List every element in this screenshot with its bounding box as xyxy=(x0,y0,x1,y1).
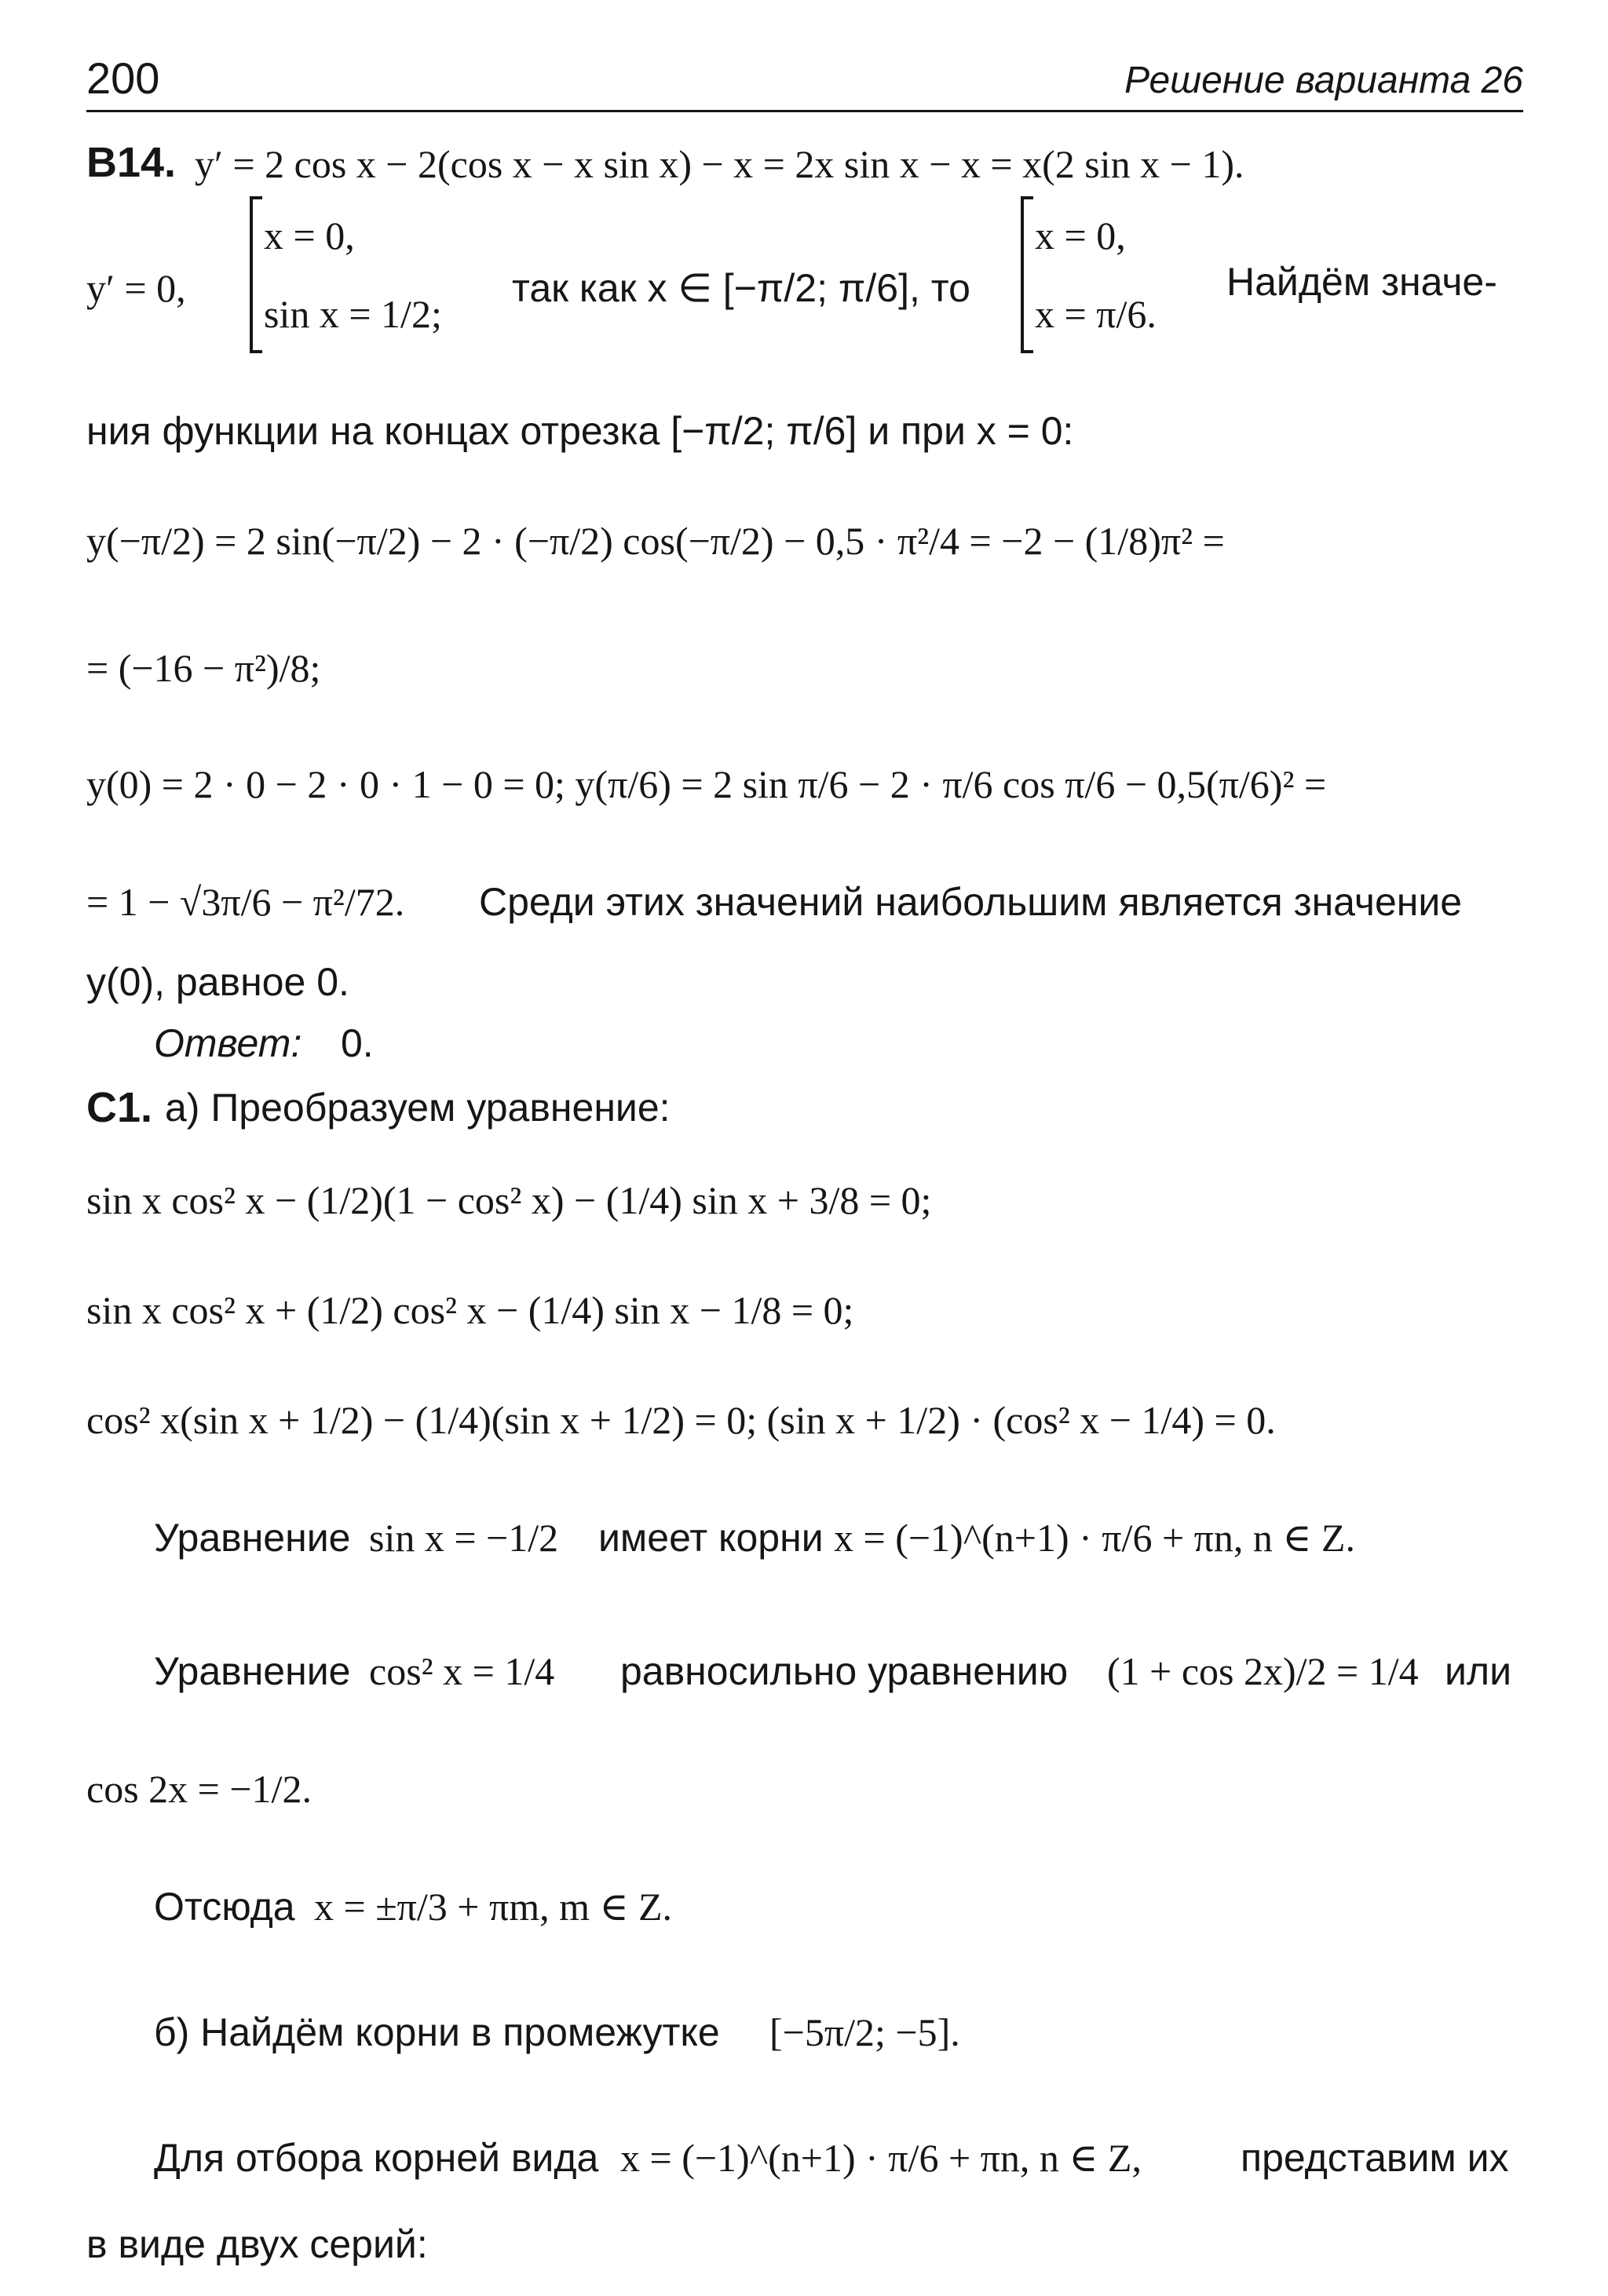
system-bracket xyxy=(1021,196,1157,353)
p5-line-2: в виде двух серий: xyxy=(86,2222,428,2266)
page-number: 200 xyxy=(86,53,160,103)
b14-right-end-result: = 1 − √3π/6 − π²/72. xyxy=(86,880,405,924)
system-1-bottom-tick xyxy=(250,350,262,353)
page-header xyxy=(86,39,1523,112)
answer-value: 0. xyxy=(341,1021,374,1065)
p2-line-2: cos 2x = −1/2. xyxy=(86,1767,312,1811)
p2-text-1: Уравнение xyxy=(154,1649,351,1693)
b14-label: B14. xyxy=(86,139,177,186)
b14-system-1 xyxy=(250,196,442,353)
c1-eq-1: sin x cos² x − (1/2)(1 − cos² x) − (1/4) sin x + 3/8 = 0; xyxy=(86,1178,932,1222)
b14-value-left-end-result: = (−16 − π²)/8; xyxy=(86,646,321,690)
p1-formula-2: x = (−1)^(n+1) · π/6 + πn, n ∈ Z. xyxy=(834,1516,1355,1560)
b14-values-zero-and-right: y(0) = 2 · 0 − 2 · 0 · 1 − 0 = 0; y(π/6) = 2 sin π/6 − 2 · π/6 cos π/6 − 0,5(π/6)² = xyxy=(86,762,1327,806)
system-2-row-2: x = π/6. xyxy=(1035,292,1157,336)
b14-comparison-text: Среди этих значений наибольшим является значение xyxy=(479,880,1463,924)
b14-derivative-zero: y′ = 0, xyxy=(86,266,186,310)
system-bracket xyxy=(250,196,442,353)
p5-formula: x = (−1)^(n+1) · π/6 + πn, n ∈ Z, xyxy=(620,2136,1142,2180)
running-title: Решение варианта 26 xyxy=(1124,60,1523,101)
p3-formula: x = ±π/3 + πm, m ∈ Z. xyxy=(314,1885,673,1929)
b14-value-left-end: y(−π/2) = 2 sin(−π/2) − 2 · (−π/2) cos(−π/2) − 0,5 · π²/4 = −2 − (1/8)π² = xyxy=(86,519,1225,563)
answer-label: Ответ: xyxy=(154,1021,302,1065)
system-2-row-1: x = 0, xyxy=(1035,214,1126,257)
p4-text: б) Найдём корни в промежутке xyxy=(154,2010,720,2054)
p2-formula-2: (1 + cos 2x)/2 = 1/4 xyxy=(1107,1649,1419,1693)
p4-formula: [−5π/2; −5]. xyxy=(769,2010,960,2054)
system-1-row-1: x = 0, xyxy=(264,214,355,257)
b14-endpoints-text: ния функции на концах отрезка [−π/2; π/6] и при x = 0: xyxy=(86,409,1074,453)
system-1-row-2: sin x = 1/2; xyxy=(264,292,442,336)
c1-label: C1. xyxy=(86,1084,153,1131)
p3-text: Отсюда xyxy=(154,1885,295,1929)
b14-max-value: y(0), равное 0. xyxy=(86,960,349,1004)
p5-text-2: представим их xyxy=(1241,2136,1509,2180)
system-2-bottom-tick xyxy=(1021,350,1033,353)
p5-text-1: Для отбора корней вида xyxy=(154,2136,599,2180)
c1-intro: а) Преобразуем уравнение: xyxy=(165,1086,671,1130)
system-2-top-tick xyxy=(1021,196,1033,199)
p2-text-2: равносильно уравнению xyxy=(620,1649,1069,1693)
p1-text-2: имеет корни xyxy=(598,1516,824,1560)
system-1-top-tick xyxy=(250,196,262,199)
p2-formula-1: cos² x = 1/4 xyxy=(369,1649,555,1693)
p1-text-1: Уравнение xyxy=(154,1516,351,1560)
b14-derivative: y′ = 2 cos x − 2(cos x − x sin x) − x = 2x sin x − x = x(2 sin x − 1). xyxy=(195,142,1244,186)
c1-eq-2: sin x cos² x + (1/2) cos² x − (1/4) sin x − 1/8 = 0; xyxy=(86,1288,854,1332)
p2-text-3: или xyxy=(1445,1649,1512,1693)
b14-line-2-end: Найдём значе- xyxy=(1226,260,1497,304)
p1-formula-1: sin x = −1/2 xyxy=(369,1516,559,1560)
b14-interval-condition: так как x ∈ [−π/2; π/6], то xyxy=(512,266,970,310)
b14-system-2 xyxy=(1021,196,1157,353)
c1-eq-3: cos² x(sin x + 1/2) − (1/4)(sin x + 1/2) = 0; (sin x + 1/2) · (cos² x − 1/4) = 0. xyxy=(86,1398,1276,1442)
